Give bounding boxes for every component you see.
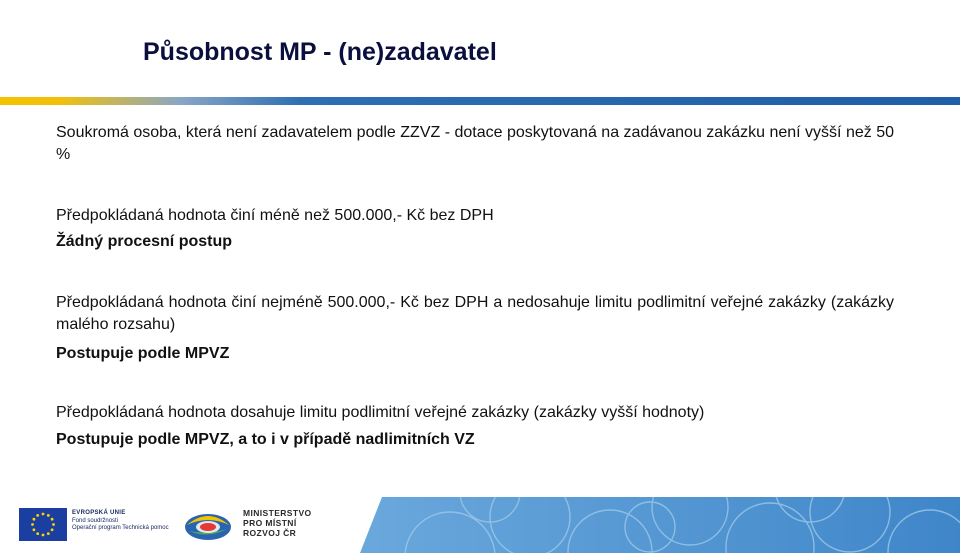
eu-logo-line: Fond soudržnosti (72, 517, 119, 524)
eu-logo-line: Operační program Technická pomoc (72, 525, 169, 531)
paragraph-conclusion: Postupuje podle MPVZ (56, 345, 230, 362)
paragraph-conclusion: Žádný procesní postup (56, 233, 233, 250)
paragraph-text: Soukromá osoba, která není zadavatelem podle ZZVZ - dotace poskytovaná na zadávanou zakázku není vyšší než 50 % (56, 124, 894, 163)
paragraph-text: Předpokládaná hodnota činí nejméně 500.000,- Kč bez DPH a nedosahuje limitu podlimitní veřejné zakázky (zakázky malého rozsahu) (56, 294, 894, 333)
ministry-logo-line: PRO MÍSTNÍ (243, 518, 297, 528)
slide-title: Působnost MP - (ne)zadavatel (143, 38, 497, 66)
eu-logo-line: EVROPSKÁ UNIE (72, 510, 126, 516)
ministry-logo-icon (183, 505, 233, 545)
paragraph-private-person (56, 122, 894, 166)
header-stripe (0, 97, 960, 105)
paragraph-higher-value (56, 402, 894, 451)
paragraph-text: Předpokládaná hodnota dosahuje limitu podlimitní veřejné zakázky (zakázky vyšší hodnoty) (56, 404, 705, 421)
paragraph-conclusion: Postupuje podle MPVZ, a to i v případě nadlimitních VZ (56, 431, 475, 448)
ministry-logo-line: MINISTERSTVO (243, 508, 312, 518)
paragraph-small-scale (56, 292, 894, 365)
paragraph-below-500k (56, 205, 894, 253)
ministry-logo-text (243, 508, 333, 538)
eu-logo-text (72, 510, 182, 533)
eu-flag-icon (19, 508, 67, 541)
footer-decorative-band (360, 497, 960, 553)
paragraph-text: Předpokládaná hodnota činí méně než 500.000,- Kč bez DPH (56, 207, 494, 224)
ministry-logo-line: ROZVOJ ČR (243, 528, 297, 538)
